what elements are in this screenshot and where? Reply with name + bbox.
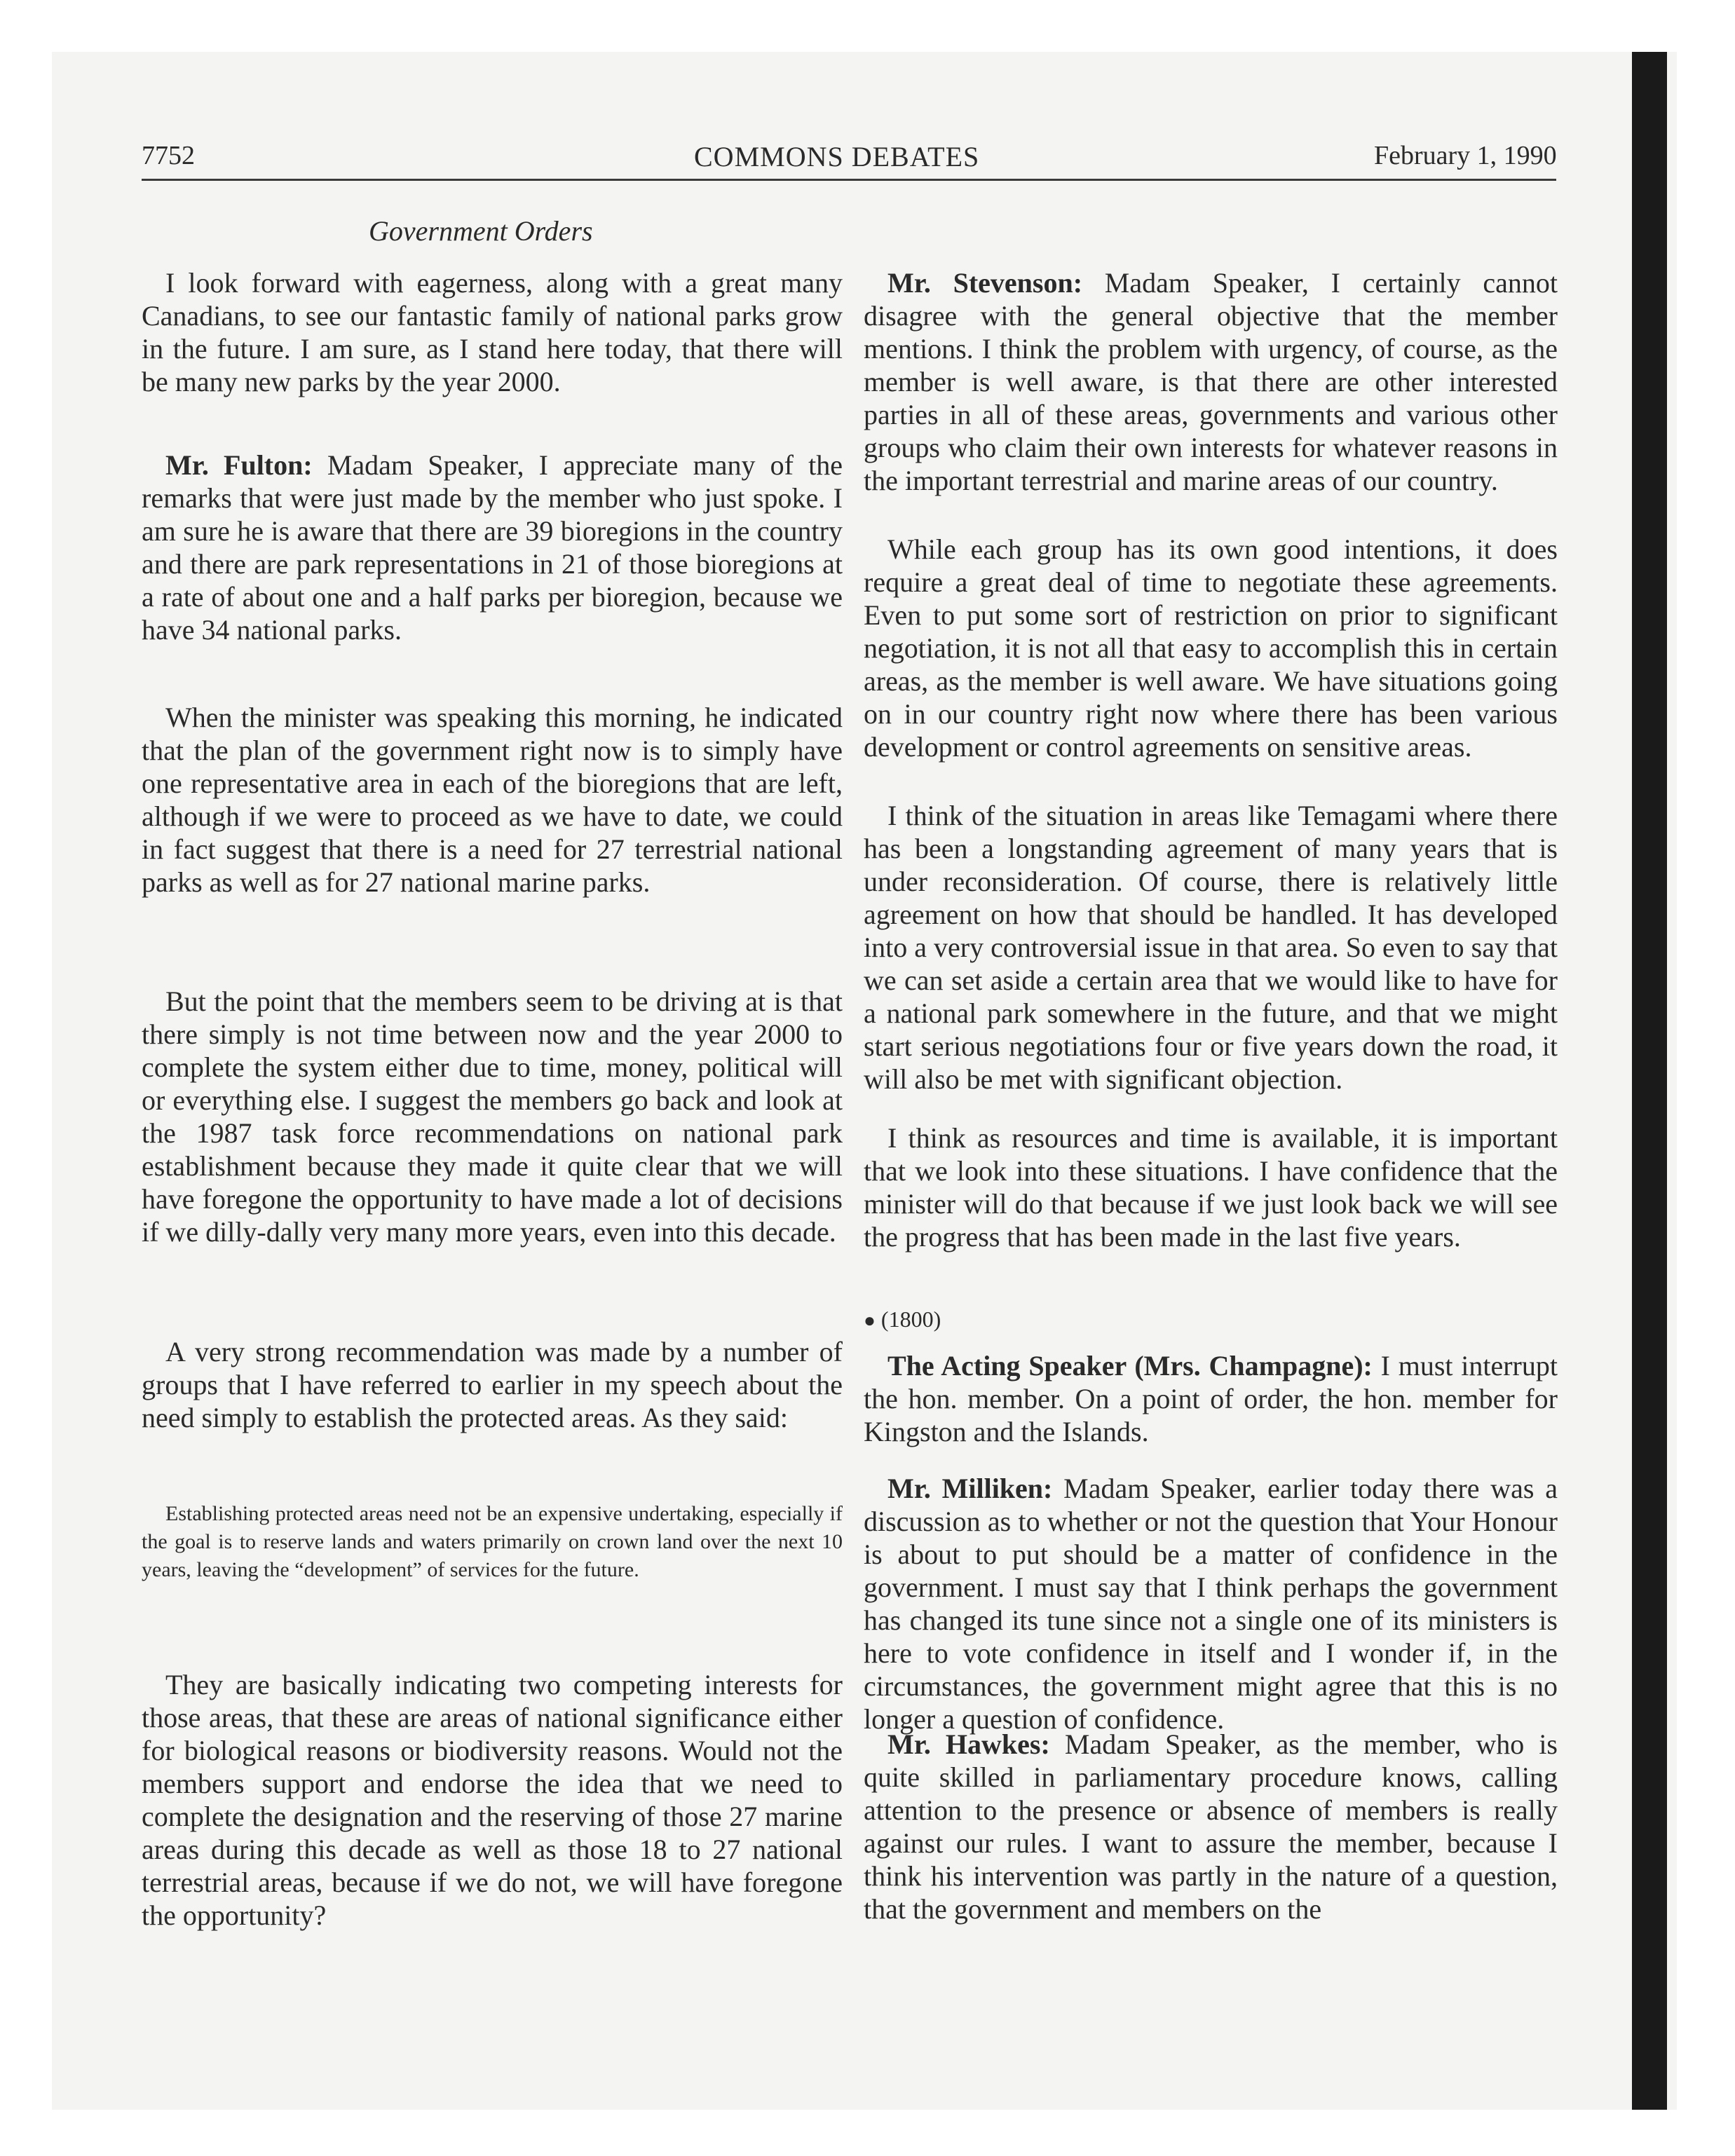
block-quote [142,1500,843,1584]
speech-text: Madam Speaker, I appreciate many of the remarks that were just made by the member who just spoke. I am sure he is aware that there are 39 bioregions in the country and there are park representations in 21 of those bioregions at a rate of about one and a half parks per bioregion, because we have 34 national parks. [142,449,843,646]
timestamp-text: (1800) [880,1306,941,1332]
section-title: Government Orders [369,215,593,247]
timestamp [864,1305,1558,1335]
paragraph-text: I look forward with eagerness, along with a great many Canadians, to see our fantastic family of national parks grow in the future. I am sure, as I stand here today, that there will be many new parks by the year 2000. [142,267,843,397]
paragraph-text: But the point that the members seem to be driving at is that there simply is not time between now and the year 2000 to complete the system either due to time, money, political will or everything else. I suggest the members go back and look at the 1987 task force recommendations on national park establishment because they made it quite clear that we will have foregone the opportunity to have made a lot of decisions if we dilly-dally very many more years, even into this decade. [142,985,843,1248]
right-paragraph-7 [864,1728,1558,1925]
left-paragraph-4 [142,985,843,1248]
publication-date: February 1, 1990 [1374,141,1557,170]
paragraph-text: A very strong recommendation was made by a number of groups that I have referred to earlier in my speech about the need simply to establish the protected areas. As they said: [142,1336,843,1433]
right-paragraph-1 [864,266,1558,497]
paragraph-text: I think as resources and time is available, it is important that we look into these situations. I have confidence that the minister will do that because if we just look back we will see the progress that has been made in the last five years. [864,1122,1558,1253]
paragraph-text: I think of the situation in areas like Temagami where there has been a longstanding agreement of many years that is under reconsideration. Of course, there is relatively little agreement on how that should be handled. It has developed into a very controversial issue in that area. So even to say that we can set aside a certain area that we would like to have for a national park somewhere in the future, and that we might start serious negotiations four or five years down the road, it will also be met with significant objection. [864,800,1558,1095]
right-paragraph-5 [864,1349,1558,1448]
speaker-name: Mr. Milliken: [887,1473,1053,1504]
page-number: 7752 [142,141,195,170]
speaker-name: Mr. Stevenson: [887,267,1083,299]
speech-text: Madam Speaker, earlier today there was a discussion as to whether or not the question that Your Honour is about to put should be a matter of confidence in the government. I must say that I think perhaps the government has changed its tune since not a single one of its ministers is here to vote confidence in itself and I wonder if, in the circumstances, the government might agree that this is no longer a question of confidence. [864,1473,1558,1735]
paragraph-text: When the minister was speaking this morning, he indicated that the plan of the government right now is to simply have one representative area in each of the bioregions that are left, although if we were to proceed as we have to date, we could in fact suggest that there is a need for 27 terrestrial national parks as well as for 27 national marine parks. [142,702,843,898]
left-paragraph-3 [142,701,843,899]
header-rule [142,179,1556,181]
bullet-icon: ● [864,1310,876,1332]
right-paragraph-3 [864,799,1558,1096]
publication-title: COMMONS DEBATES [694,141,980,172]
paragraph-text: They are basically indicating two competing interests for those areas, that these are areas of national significance either for biological reasons or biodiversity reasons. Would not the members support and endorse the idea that we need to complete the designation and the reserving of those 27 marine areas during this decade as well as those 18 to 27 national terrestrial areas, because if we do not, we will have foregone the opportunity? [142,1669,843,1931]
speaker-name: Mr. Hawkes: [887,1728,1050,1760]
paragraph-text: While each group has its own good intentions, it does require a great deal of time to negotiate these agreements. Even to put some sort of restriction on prior to significant negotiation, it is not all that easy to accomplish this in certain areas, as the member is well aware. We have situations going on in our country right now where there has been various development or control agreements on sensitive areas. [864,533,1558,763]
book-spine-shadow [1632,52,1667,2110]
speech-text: Madam Speaker, I certainly cannot disagree with the general objective that the member mentions. I think the problem with urgency, of course, as the member is well aware, is that there are other interested parties in all of these areas, governments and various other groups who claim their own interests for whatever reasons in the important terrestrial and marine areas of our country. [864,267,1558,496]
speaker-name: The Acting Speaker (Mrs. Champagne): [887,1350,1373,1381]
right-paragraph-2 [864,533,1558,763]
speaker-name: Mr. Fulton: [165,449,313,481]
quote-text: Establishing protected areas need not be an expensive undertaking, especially if the goal is to reserve lands and waters primarily on crown land over the next 10 years, leaving the “development” of services for the future. [142,1502,843,1581]
right-paragraph-6 [864,1472,1558,1735]
speech-text: Madam Speaker, as the member, who is quite skilled in parliamentary procedure knows, calling attention to the presence or absence of members is really against our rules. I want to assure the member, because I think his intervention was partly in the nature of a question, that the government and members on the [864,1728,1558,1925]
left-paragraph-6 [142,1668,843,1932]
left-paragraph-1 [142,266,843,398]
left-paragraph-2 [142,449,843,646]
right-paragraph-4 [864,1121,1558,1253]
left-paragraph-5 [142,1335,843,1434]
speech-text: I must interrupt the hon. member. On a point of order, the hon. member for Kingston and the Islands. [864,1350,1558,1447]
